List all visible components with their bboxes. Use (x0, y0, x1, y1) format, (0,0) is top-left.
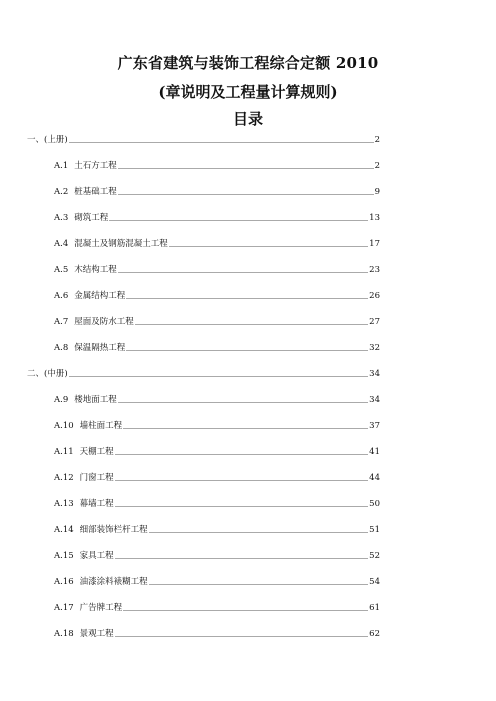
toc-entry-number: A.17 (54, 603, 74, 613)
toc-dot-leader (69, 142, 374, 143)
toc-entry-number: A.7 (54, 317, 69, 327)
toc-dot-leader (118, 194, 374, 195)
toc-entry-label: 天棚工程 (79, 447, 114, 457)
toc-entry[interactable] (54, 343, 380, 354)
toc-entry-number: A.16 (54, 577, 74, 587)
toc-entry-number: A.14 (54, 525, 74, 535)
toc-entry[interactable] (54, 473, 380, 484)
toc-entry-number: A.5 (54, 265, 69, 275)
toc-dot-leader (115, 506, 369, 507)
toc-entry-page-number: 32 (369, 343, 380, 353)
toc-entry[interactable] (54, 213, 380, 224)
toc-entry[interactable] (54, 499, 380, 510)
toc-entry-label: 砌筑工程 (74, 213, 109, 223)
toc-dot-leader (135, 324, 368, 325)
toc-entry-label: 土石方工程 (74, 161, 117, 171)
toc-dot-leader (115, 558, 369, 559)
toc-entry-number: A.6 (54, 291, 69, 301)
toc-entry[interactable] (54, 239, 380, 250)
toc-dot-leader (118, 272, 368, 273)
document-subtitle: (章说明及工程量计算规则) (158, 83, 338, 101)
toc-entry-page-number: 37 (369, 421, 380, 431)
toc-entry[interactable] (54, 161, 380, 172)
toc-entry-page-number: 34 (369, 395, 380, 405)
toc-entry-page-number: 17 (369, 239, 380, 249)
toc-entry-page-number: 62 (369, 629, 380, 639)
toc-entry-label: 细部装饰栏杆工程 (79, 525, 148, 535)
toc-entry[interactable] (54, 317, 380, 328)
toc-entry-page-number: 52 (369, 551, 380, 561)
toc-entry-page-number: 34 (369, 369, 380, 379)
toc-entry[interactable] (54, 447, 380, 458)
toc-dot-leader (118, 402, 368, 403)
toc-entry-label: 家具工程 (79, 551, 114, 561)
toc-entry-number: A.15 (54, 551, 74, 561)
toc-entry[interactable] (54, 265, 380, 276)
toc-entry[interactable] (54, 629, 380, 640)
toc-dot-leader (126, 298, 368, 299)
toc-dot-leader (149, 532, 369, 533)
toc-dot-leader (109, 220, 368, 221)
toc-entry[interactable] (54, 395, 380, 406)
toc-entry-page-number: 51 (369, 525, 380, 535)
toc-entry-page-number: 23 (369, 265, 380, 275)
toc-dot-leader (115, 636, 369, 637)
toc-entry-label: 保温隔热工程 (74, 343, 126, 353)
toc-dot-leader (169, 246, 368, 247)
toc-dot-leader (115, 454, 369, 455)
toc-entry[interactable] (54, 187, 380, 198)
toc-entry-page-number: 61 (369, 603, 380, 613)
toc-entry-page-number: 26 (369, 291, 380, 301)
toc-entry-number: A.8 (54, 343, 69, 353)
toc-dot-leader (69, 376, 369, 377)
toc-entry-label: 幕墙工程 (79, 499, 114, 509)
toc-entry-label: 楼地面工程 (74, 395, 117, 405)
toc-entry-number: A.3 (54, 213, 69, 223)
toc-entry-page-number: 44 (369, 473, 380, 483)
toc-entry-page-number: 2 (374, 161, 380, 171)
toc-entry-label: 广告牌工程 (79, 603, 123, 613)
toc-entry-page-number: 13 (369, 213, 380, 223)
toc-entry-number: A.1 (54, 161, 69, 171)
toc-entry[interactable] (54, 421, 380, 432)
toc-entry-number: A.4 (54, 239, 69, 249)
toc-entry[interactable] (27, 369, 380, 380)
toc-entry-label: 屋面及防水工程 (74, 317, 134, 327)
toc-dot-leader (123, 428, 368, 429)
toc-entry-number: A.18 (54, 629, 74, 639)
toc-entry-number: A.9 (54, 395, 69, 405)
toc-dot-leader (126, 350, 368, 351)
toc-entry-page-number: 2 (374, 135, 380, 145)
document-title: 广东省建筑与装饰工程综合定额 2010 (117, 54, 379, 72)
toc-dot-leader (149, 584, 369, 585)
toc-entry-label: 混凝土及钢筋混凝土工程 (74, 239, 168, 249)
toc-entry[interactable] (54, 603, 380, 614)
toc-entry-label: 油漆涂料裱糊工程 (79, 577, 148, 587)
toc-entry-label: 木结构工程 (74, 265, 117, 275)
toc-entry-number: A.10 (54, 421, 74, 431)
toc-entry-label: 景观工程 (79, 629, 114, 639)
toc-dot-leader (123, 610, 368, 611)
toc-entry[interactable] (27, 135, 380, 146)
toc-entry-number: A.11 (54, 447, 74, 457)
toc-entry-number: A.13 (54, 499, 74, 509)
toc-entry-label: 墙柱面工程 (79, 421, 123, 431)
toc-entry[interactable] (54, 525, 380, 536)
toc-entry-label: 金属结构工程 (74, 291, 126, 301)
toc-entry-label: 一、(上册) (27, 135, 68, 145)
toc-dot-leader (118, 168, 374, 169)
toc-entry-label: 门窗工程 (79, 473, 114, 483)
toc-entry-number: A.2 (54, 187, 69, 197)
toc-entry-label: 二、(中册) (27, 369, 68, 379)
toc-entry[interactable] (54, 291, 380, 302)
toc-entry-label: 桩基础工程 (74, 187, 117, 197)
toc-entry-page-number: 41 (369, 447, 380, 457)
toc-dot-leader (115, 480, 369, 481)
toc-entry-page-number: 27 (369, 317, 380, 327)
toc-entry-page-number: 50 (369, 499, 380, 509)
toc-entry-page-number: 54 (369, 577, 380, 587)
toc-entry[interactable] (54, 551, 380, 562)
toc-entry-number: A.12 (54, 473, 74, 483)
toc-entry-page-number: 9 (374, 187, 380, 197)
toc-heading: 目录 (232, 110, 263, 128)
toc-entry[interactable] (54, 577, 380, 588)
